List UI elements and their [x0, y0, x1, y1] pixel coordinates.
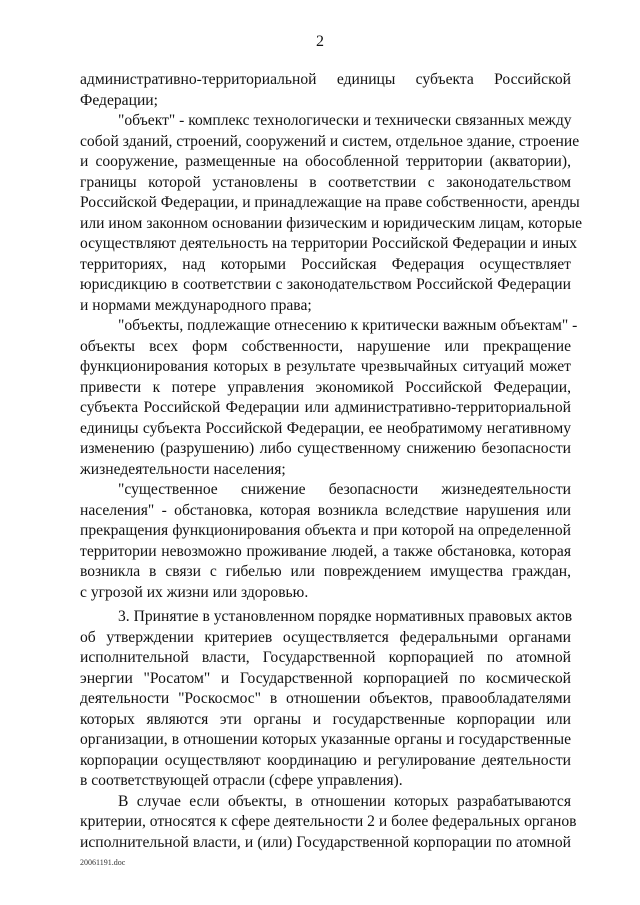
page-number: 2: [316, 33, 324, 50]
text-line: организации, в отношении которых указанные органы и государственные: [80, 731, 571, 748]
text-line: деятельности "Роскосмос" в отношении объектов, правообладателями: [80, 690, 571, 707]
text-line: изменению (разрушению) либо существенному снижению безопасности: [80, 440, 571, 457]
text-line: которых являются эти органы и государственные корпорации или: [80, 710, 571, 728]
text-line: собой зданий, строений, сооружений и систем, отдельное здание, строение: [80, 132, 580, 150]
text-line: и сооружение, размещенные на обособленной территории (акватории),: [80, 153, 571, 170]
text-line: территориях, над которыми Российская Федерация осуществляет: [80, 255, 571, 273]
text-line: об утверждении критериев осуществляется федеральными органами: [80, 628, 571, 646]
text-line: функционирования которых в результате чрезвычайных ситуаций может: [80, 358, 571, 375]
text-line: корпорации осуществляют координацию и регулирование деятельности: [80, 751, 571, 769]
text-line: В случае если объекты, в отношении которых разрабатываются: [118, 792, 571, 810]
paragraph: [80, 792, 577, 854]
text-line: исполнительной власти, Государственной корпорацией по атомной: [80, 649, 571, 666]
paragraph: [80, 316, 578, 480]
text-line: объекты всех форм собственности, нарушение или прекращение: [80, 337, 571, 355]
paragraph: [80, 480, 571, 603]
text-line: 3. Принятие в установленном порядке нормативных правовых актов: [118, 608, 573, 625]
paragraph: [80, 607, 571, 792]
text-line: Федерации;: [80, 91, 158, 109]
text-line: населения" - обстановка, которая возникла вследствие нарушения или: [80, 501, 571, 519]
text-line: возникла в связи с гибелью или повреждением имущества граждан,: [80, 563, 571, 580]
text-line: "объект" - комплекс технологически и технически связанных между: [118, 112, 572, 129]
text-line: исполнительной власти, и (или) Государственной корпорации по атомной: [80, 833, 571, 851]
text-line: Российской Федерации, и принадлежащие на праве собственности, аренды: [80, 194, 580, 211]
text-line: привести к потере управления экономикой Российской Федерации,: [80, 378, 571, 396]
text-line: в соответствующей отрасли (сфере управления).: [80, 772, 403, 789]
paragraph: [80, 111, 583, 316]
text-line: единицы субъекта Российской Федерации, ее необратимому негативному: [80, 419, 571, 437]
document-body: [80, 70, 583, 853]
text-line: осуществляют деятельность на территории Российской Федерации и иных: [80, 235, 578, 252]
text-line: территории невозможно проживание людей, а также обстановка, которая: [80, 542, 571, 560]
text-line: критерии, относятся к сфере деятельности 2 и более федеральных органов: [80, 813, 577, 830]
text-line: прекращения функционирования объекта и при которой на определенной: [80, 522, 571, 539]
text-line: с угрозой их жизни или здоровью.: [80, 583, 309, 601]
paragraph: [80, 70, 571, 111]
text-line: энергии "Росатом" и Государственной корпорацией по космической: [80, 669, 571, 687]
text-line: жизнедеятельности населения;: [80, 460, 286, 478]
file-name-footer: 20061191.doc: [80, 858, 126, 867]
text-line: юрисдикцию в соответствии с законодательством Российской Федерации: [80, 276, 571, 293]
text-line: субъекта Российской Федерации или административно-территориальной: [80, 399, 571, 416]
text-line: границы которой установлены в соответствии с законодательством: [80, 173, 571, 191]
text-line: административно-территориальной единицы субъекта Российской: [80, 71, 571, 88]
text-line: "существенное снижение безопасности жизнедеятельности: [118, 481, 571, 498]
text-line: "объекты, подлежащие отнесению к критически важным объектам" -: [118, 317, 578, 334]
text-line: или ином законном основании физическим и юридическим лицам, которые: [80, 214, 583, 232]
text-line: и нормами международного права;: [80, 296, 312, 314]
